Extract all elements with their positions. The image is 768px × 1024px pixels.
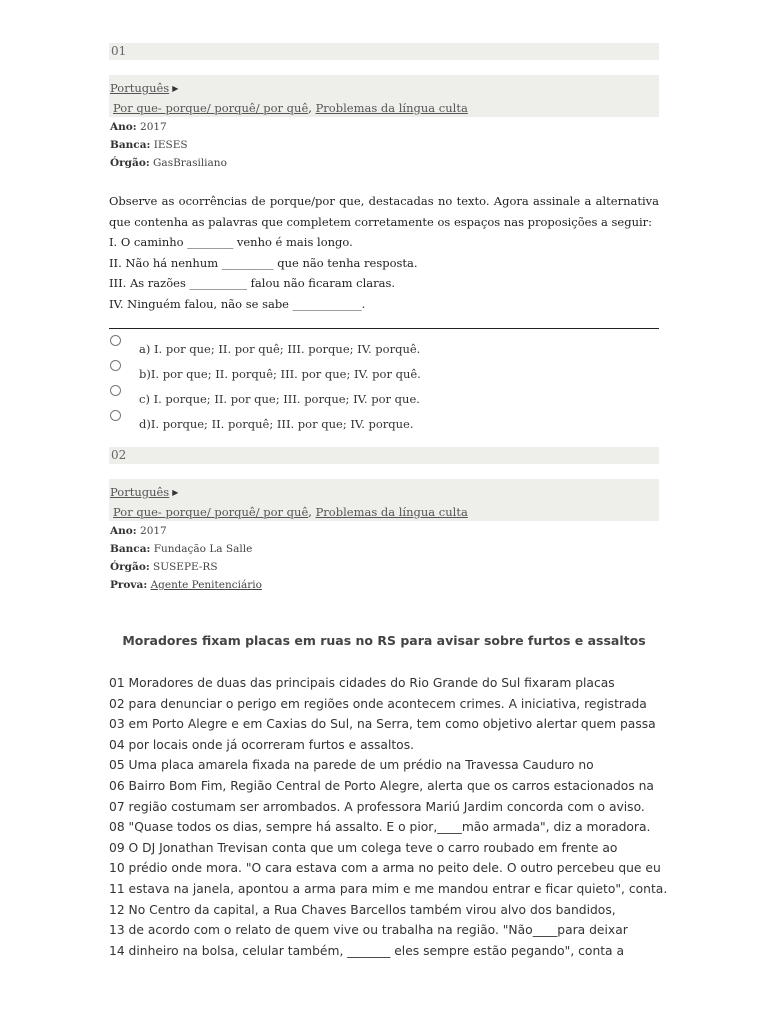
topic-link[interactable]: Por que- porque/ porquê/ por quê <box>113 101 309 115</box>
question-subject-bar: Português ▶ Por que- porque/ porquê/ por quê, Problemas da língua culta <box>109 75 659 117</box>
divider <box>109 328 659 329</box>
question-number: 01 <box>109 43 659 60</box>
answer-option[interactable]: d)I. porque; II. porquê; III. por que; IV. porque. <box>109 410 659 435</box>
meta-organ: Órgão: SUSEPE-RS <box>110 561 218 573</box>
question-meta <box>110 118 227 172</box>
meta-organ: Órgão: GasBrasiliano <box>110 157 227 169</box>
topic-link[interactable]: Problemas da língua culta <box>315 505 468 519</box>
topic-link[interactable]: Problemas da língua culta <box>315 101 468 115</box>
passage-text: 01 Moradores de duas das principais cidades do Rio Grande do Sul fixaram placas 02 para denunciar o perigo em regiões onde acontecem crimes. A iniciativa, registrada 03 em Porto Alegre e em Caxias do Sul, na Serra, tem como objetivo alertar quem passa 04 por locais onde já ocorreram furtos e assaltos. 05 Uma placa amarela fixada na parede de um prédio na Travessa Cauduro no 06 Bairro Bom Fim, Região Central de Porto Alegre, alerta que os carros estacionados na 07 região costumam ser arrombados. A professora Mariú Jardim concorda com o aviso. 08 "Quase todos os dias, sempre há assalto. E o pior,____mão armada", diz a moradora. 09 O DJ Jonathan Trevisan conta que um colega teve o carro roubado em frente ao 10 prédio onde mora. "O cara estava com a arma no peito dele. O outro percebeu que eu 11 estava na janela, apontou a arma para mim e me mandou entrar e ficar quieto", conta. 12 No Centro da capital, a Rua Chaves Barcellos também virou alvo dos bandidos, 13 de acordo com o relato de quem vive ou trabalha na região. "Não____para deixar 14 dinheiro na bolsa, celular também, _______ eles sempre estão pegando", conta a <box>109 676 668 958</box>
meta-year: Ano: 2017 <box>110 525 167 537</box>
radio-button[interactable] <box>110 335 121 346</box>
question-number: 02 <box>109 447 659 464</box>
answer-option[interactable]: b)I. por que; II. porquê; III. por que; IV. por quê. <box>109 360 659 385</box>
radio-button[interactable] <box>110 360 121 371</box>
question-meta <box>110 522 262 594</box>
meta-exam: Prova: Agente Penitenciário <box>110 579 262 591</box>
topic-link[interactable]: Por que- porque/ porquê/ por quê <box>113 505 309 519</box>
radio-button[interactable] <box>110 385 121 396</box>
question-subject-bar: Português ▶ Por que- porque/ porquê/ por quê, Problemas da língua culta <box>109 479 659 521</box>
answer-option[interactable]: c) I. porque; II. por que; III. porque; IV. por que. <box>109 385 659 410</box>
radio-button[interactable] <box>110 410 121 421</box>
passage-headline: Moradores fixam placas em ruas no RS para avisar sobre furtos e assaltos <box>122 633 646 648</box>
meta-board: Banca: Fundação La Salle <box>110 543 253 555</box>
answer-option[interactable]: a) I. por que; II. por quê; III. porque; IV. porquê. <box>109 335 659 360</box>
meta-year: Ano: 2017 <box>110 121 167 133</box>
exam-link[interactable]: Agente Penitenciário <box>150 579 262 591</box>
expand-arrow-icon[interactable]: ▶ <box>172 488 179 497</box>
subject-link[interactable]: Português <box>110 485 170 499</box>
question-statement: Observe as ocorrências de porque/por que, destacadas no texto. Agora assinale a alternativa que contenha as palavras que completem corretamente os espaços nas proposições a seguir: I. O caminho ________ venho é mais longo. II. Não há nenhum _________ que não tenha resposta. III. As razões __________ falou não ficaram claras. IV. Ninguém falou, não se sabe ____________. <box>109 194 659 311</box>
subject-link[interactable]: Português <box>110 81 170 95</box>
meta-board: Banca: IESES <box>110 139 188 151</box>
expand-arrow-icon[interactable]: ▶ <box>172 84 179 93</box>
